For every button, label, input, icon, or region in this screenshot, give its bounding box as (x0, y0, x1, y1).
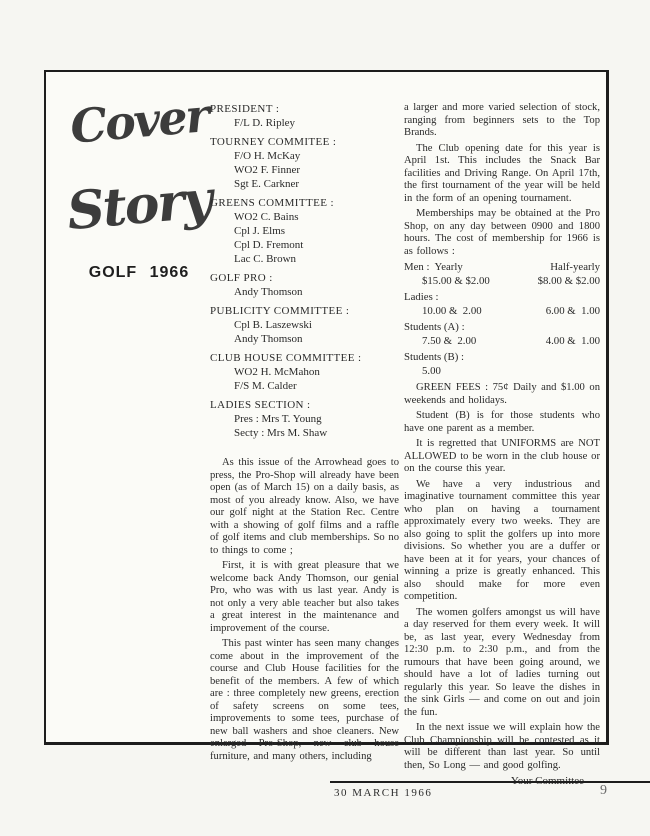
fee-amount: 10.00 & 2.00 (422, 304, 482, 317)
roster-member: WO2 H. McMahon (234, 366, 320, 378)
fee-row-students-a-header (404, 321, 600, 335)
roster-member: Andy Thomson (234, 286, 303, 298)
page-border-frame (44, 70, 609, 771)
cover-script-word: Cover (68, 88, 210, 154)
roster-member: F/O H. McKay (234, 150, 301, 162)
roster-group-ladies-section (210, 398, 399, 440)
article-paragraph: a larger and more varied selection of stock, ranging from beginners sets to the Top Brands. (404, 102, 600, 138)
article-paragraph: We have a very industrious and imaginative tournament committee this year who plan on having a tournament approximately every two weeks. They are also going to split the golfers up into more divisions. So whether you are a duffer or have been at it for years, your chances of winning a prize is greatly enhanced. This also should make for more even competition. (404, 478, 600, 602)
roster-group-greens-committee (210, 196, 399, 266)
article-paragraph: It is regretted that UNIFORMS are NOT ALLOWED to be worn in the club house or on the course this year. (404, 438, 600, 474)
roster-member: F/S M. Calder (234, 380, 297, 392)
article-paragraph: This past winter has seen many changes come about in the improvement of the course and Club House facilities for the benefit of the members. A few of which are : three completely new greens, erection of safety screens on some tees, improvements to some tees, purchase of new ball washers and shoe cleaners. New enlarged Pro-Shop, new club house furniture, and many others, including (210, 638, 399, 762)
fee-row-students-b-header (404, 351, 600, 365)
roster-member: Andy Thomson (234, 333, 303, 345)
fee-row-ladies-header (404, 291, 600, 305)
article-paragraph: The Club opening date for this year is April 1st. This includes the Snack Bar facilities and Driving Range. On April 17th, the first tournament of the year will be held in the form of an opening tournament. (404, 142, 600, 204)
fee-label: Students (B) : (404, 351, 464, 363)
roster-heading: LADIES SECTION : (210, 399, 311, 411)
fee-label: Men : Yearly (404, 261, 463, 273)
article-paragraph: First, it is with great pleasure that we welcome back Andy Thomson, our genial Pro, who was with us last year. Andy is not only a very able teacher but also takes a great interest in the maintenance and improvement of the course. (210, 560, 399, 634)
right-column (404, 102, 600, 787)
roster-member: Cpl B. Laszewski (234, 319, 312, 331)
roster-member: Lac C. Brown (234, 253, 297, 265)
fee-amount: 4.00 & 1.00 (545, 334, 600, 347)
article-paragraph: Memberships may be obtained at the Pro Shop, on any day between 0900 and 1800 hours. The cost of membership for 1966 is as follows : (404, 208, 600, 257)
roster-member: WO2 C. Bains (234, 211, 299, 223)
fee-amount: $15.00 & $2.00 (422, 274, 490, 287)
article-body-middle (210, 457, 399, 763)
fee-row-ladies-amounts (404, 305, 600, 319)
roster-member: Cpl J. Elms (234, 225, 286, 237)
roster-member: Sgt E. Carkner (234, 178, 300, 190)
roster-member: Cpl D. Fremont (234, 239, 304, 251)
roster-heading: PUBLICITY COMMITTEE : (210, 305, 350, 317)
article-paragraph: Student (B) is for those students who have one parent as a member. (404, 410, 600, 434)
fee-amount: $8.00 & $2.00 (537, 274, 600, 287)
story-script-word: Story (64, 168, 214, 243)
roster-heading: TOURNEY COMMITEE : (210, 136, 337, 148)
page-number: 9 (600, 783, 607, 798)
article-paragraph: GREEN FEES : 75¢ Daily and $1.00 on weekends and holidays. (404, 382, 600, 406)
club-roster (210, 102, 399, 440)
fee-column-header: Half-yearly (550, 261, 600, 273)
fee-label: Students (A) : (404, 321, 465, 333)
article-paragraph: In the next issue we will explain how the Club Championship will be contested as it will be different than last year. So until then, So Long — and good golfing. (404, 722, 600, 771)
article-paragraph: As this issue of the Arrowhead goes to press, the Pro-Shop will already have been open (as of March 15) on a daily basis, as most of you already know. Also, we have our golf night at the Station Rec. Centre with a showing of golf films and a raffle of golf items and club memberships. So no to things to come ; (210, 457, 399, 556)
fee-label: Ladies : (404, 291, 439, 303)
roster-member: F/L D. Ripley (234, 117, 296, 129)
roster-heading: PRESIDENT : (210, 103, 280, 115)
roster-group-tourney-commitee (210, 135, 399, 191)
roster-heading: CLUB HOUSE COMMITTEE : (210, 352, 362, 364)
roster-heading: GOLF PRO : (210, 272, 273, 284)
article-title: GOLF 1966 (88, 264, 190, 281)
fee-amount: 7.50 & 2.00 (422, 334, 477, 347)
roster-member: Secty : Mrs M. Shaw (234, 427, 328, 439)
fee-row-students-b-amounts (404, 365, 600, 379)
fee-row-students-a-amounts (404, 335, 600, 349)
middle-column (210, 102, 399, 766)
roster-group-club-house-committee (210, 351, 399, 393)
article-paragraph: The women golfers amongst us will have a day reserved for them every week. It will be, as last year, every Wednesday from 12:30 p.m. to 2:30 p.m., and from the rumours that have been going around, we should have a lot of ladies turning out regularly this year. So leave the dishes in the sink Girls — and come on out and join the fun. (404, 606, 600, 718)
roster-group-golf-pro (210, 271, 399, 299)
footer-date: 30 MARCH 1966 (334, 787, 433, 799)
roster-group-president (210, 102, 399, 130)
membership-fee-table (404, 261, 600, 378)
fee-row-men-amounts (404, 275, 600, 289)
roster-group-publicity-committee (210, 304, 399, 346)
roster-heading: GREENS COMMITTEE : (210, 197, 334, 209)
cover-story-label-column (64, 90, 214, 282)
fee-amount: 5.00 (422, 364, 441, 377)
fee-row-men-header (404, 261, 600, 275)
roster-member: Pres : Mrs T. Young (234, 413, 322, 425)
roster-member: WO2 F. Finner (234, 164, 301, 176)
fee-amount: 6.00 & 1.00 (545, 304, 600, 317)
